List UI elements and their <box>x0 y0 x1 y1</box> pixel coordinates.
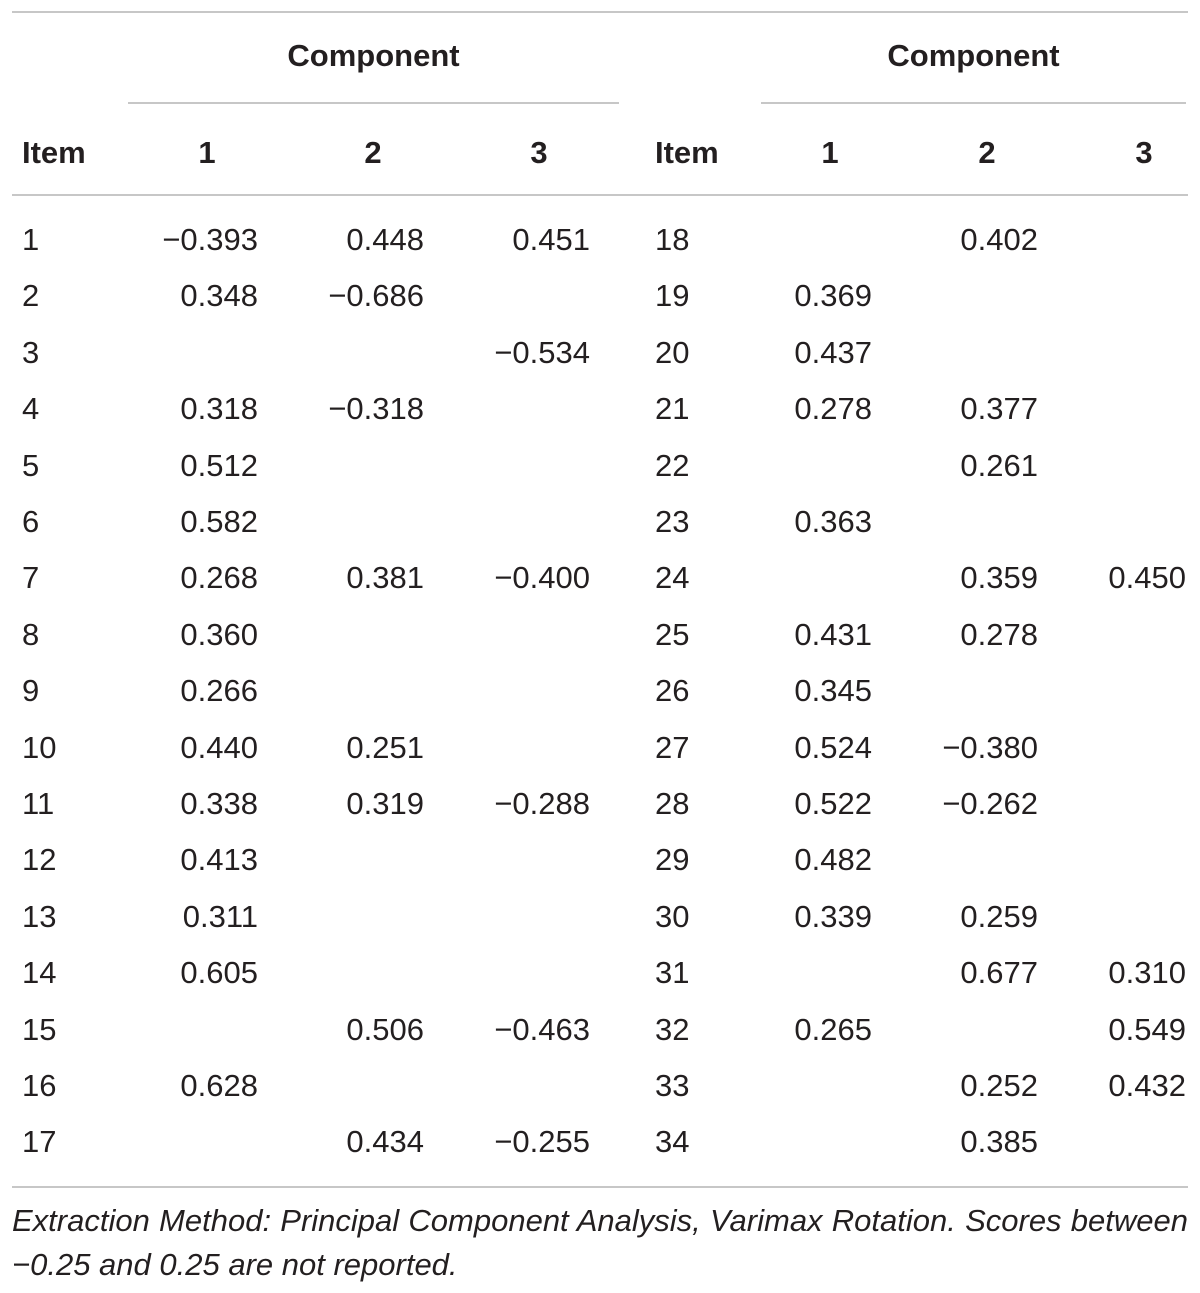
component-2-cell: 0.259 <box>960 898 1038 934</box>
component-1-cell: 0.339 <box>794 898 872 934</box>
component-1-cell: 0.512 <box>180 447 258 483</box>
component-1-cell: 0.363 <box>794 504 872 539</box>
component-2-cell: 0.251 <box>346 729 424 765</box>
component-3-cell: −0.400 <box>494 560 590 596</box>
item-cell: 15 <box>22 1011 57 1047</box>
component-3-cell: 0.450 <box>1108 560 1186 596</box>
item-cell: 2 <box>22 278 40 314</box>
component-1-cell: 0.369 <box>794 278 872 314</box>
component-1-cell: 0.268 <box>180 560 258 596</box>
component-2-cell: 0.448 <box>346 222 424 257</box>
component-1-cell: 0.605 <box>180 955 258 991</box>
component-3-cell: 0.549 <box>1108 1011 1186 1047</box>
item-cell: 14 <box>22 955 57 991</box>
component-2-cell: 0.381 <box>346 560 424 596</box>
item-cell: 31 <box>655 955 690 991</box>
component-2-cell: 0.261 <box>960 447 1038 483</box>
component-2-cell: −0.380 <box>942 729 1038 765</box>
component-1-cell: 0.431 <box>794 616 872 652</box>
component-2-cell: −0.318 <box>328 391 424 427</box>
item-cell: 20 <box>655 334 690 370</box>
item-cell: 33 <box>655 1068 690 1103</box>
item-cell: 23 <box>655 504 690 539</box>
component-1-cell: 0.524 <box>794 729 872 765</box>
component-1-cell: 0.266 <box>180 673 258 709</box>
component-3-cell: 0.432 <box>1108 1068 1186 1103</box>
component-2-cell: 0.677 <box>960 955 1038 991</box>
item-cell: 11 <box>22 786 55 821</box>
item-cell: 34 <box>655 1124 690 1160</box>
component-2-cell: 0.377 <box>960 391 1038 427</box>
component-1-cell: 0.345 <box>794 673 872 709</box>
component-2-cell: 0.434 <box>346 1124 424 1160</box>
component-1-cell: 0.278 <box>794 391 872 427</box>
component-1-cell: 0.360 <box>180 616 258 652</box>
component-underline-right <box>761 102 1186 104</box>
item-cell: 18 <box>655 222 690 257</box>
top-rule <box>12 11 1188 13</box>
component-1-cell: 0.318 <box>180 391 258 427</box>
item-cell: 19 <box>655 278 690 314</box>
item-cell: 25 <box>655 616 690 652</box>
item-header-left: Item <box>22 135 86 170</box>
component-3-cell: −0.463 <box>494 1011 590 1047</box>
component-2-cell: −0.262 <box>942 786 1038 821</box>
component-3-header-right: 3 <box>1135 135 1153 170</box>
component-header-right: Component <box>887 38 1060 73</box>
component-2-cell: 0.385 <box>960 1124 1038 1160</box>
item-cell: 27 <box>655 729 690 765</box>
component-1-cell: −0.393 <box>162 222 258 257</box>
component-2-cell: 0.506 <box>346 1011 424 1047</box>
table-footnote: Extraction Method: Principal Component Analysis, Varimax Rotation. Scores between −0.25 and 0.25 are not reported. <box>12 1203 1188 1282</box>
component-2-cell: 0.319 <box>346 786 424 821</box>
header-rule <box>12 194 1188 196</box>
component-1-cell: 0.311 <box>182 898 258 934</box>
item-cell: 1 <box>22 222 40 257</box>
component-1-header-left: 1 <box>198 135 216 170</box>
component-3-cell: 0.451 <box>512 222 590 257</box>
item-cell: 5 <box>22 447 40 483</box>
item-cell: 6 <box>22 504 40 539</box>
component-1-cell: 0.522 <box>794 786 872 821</box>
item-cell: 7 <box>22 560 40 596</box>
item-cell: 21 <box>655 391 690 427</box>
component-3-cell: −0.288 <box>494 786 590 821</box>
component-underline-left <box>128 102 619 104</box>
component-1-cell: 0.628 <box>180 1068 258 1103</box>
component-header-left: Component <box>287 38 460 73</box>
component-3-cell: −0.534 <box>494 334 590 370</box>
component-3-header-left: 3 <box>530 135 548 170</box>
component-1-cell: 0.437 <box>794 334 872 370</box>
item-cell: 28 <box>655 786 690 821</box>
item-cell: 17 <box>22 1124 57 1160</box>
item-cell: 8 <box>22 616 40 652</box>
item-cell: 29 <box>655 842 690 878</box>
component-2-cell: 0.402 <box>960 222 1038 257</box>
component-3-cell: −0.255 <box>494 1124 590 1160</box>
item-cell: 22 <box>655 447 690 483</box>
item-cell: 24 <box>655 560 690 596</box>
component-2-cell: 0.252 <box>960 1068 1038 1103</box>
item-cell: 10 <box>22 729 57 765</box>
component-1-header-right: 1 <box>821 135 839 170</box>
item-header-right: Item <box>655 135 719 170</box>
component-2-cell: −0.686 <box>328 278 424 314</box>
component-2-header-right: 2 <box>978 135 996 170</box>
item-cell: 32 <box>655 1011 690 1047</box>
component-3-cell: 0.310 <box>1108 955 1186 991</box>
item-cell: 13 <box>22 898 57 934</box>
component-1-cell: 0.440 <box>180 729 258 765</box>
item-cell: 16 <box>22 1068 57 1103</box>
bottom-rule <box>12 1186 1188 1188</box>
item-cell: 4 <box>22 391 40 427</box>
component-1-cell: 0.582 <box>180 504 258 539</box>
item-cell: 9 <box>22 673 40 709</box>
component-1-cell: 0.413 <box>180 842 258 878</box>
item-cell: 30 <box>655 898 690 934</box>
component-1-cell: 0.338 <box>180 786 258 821</box>
item-cell: 12 <box>22 842 57 878</box>
component-2-header-left: 2 <box>364 135 382 170</box>
component-1-cell: 0.482 <box>794 842 872 878</box>
component-2-cell: 0.278 <box>960 616 1038 652</box>
item-cell: 26 <box>655 673 690 709</box>
component-2-cell: 0.359 <box>960 560 1038 596</box>
component-1-cell: 0.348 <box>180 278 258 314</box>
item-cell: 3 <box>22 334 40 370</box>
component-1-cell: 0.265 <box>794 1011 872 1047</box>
